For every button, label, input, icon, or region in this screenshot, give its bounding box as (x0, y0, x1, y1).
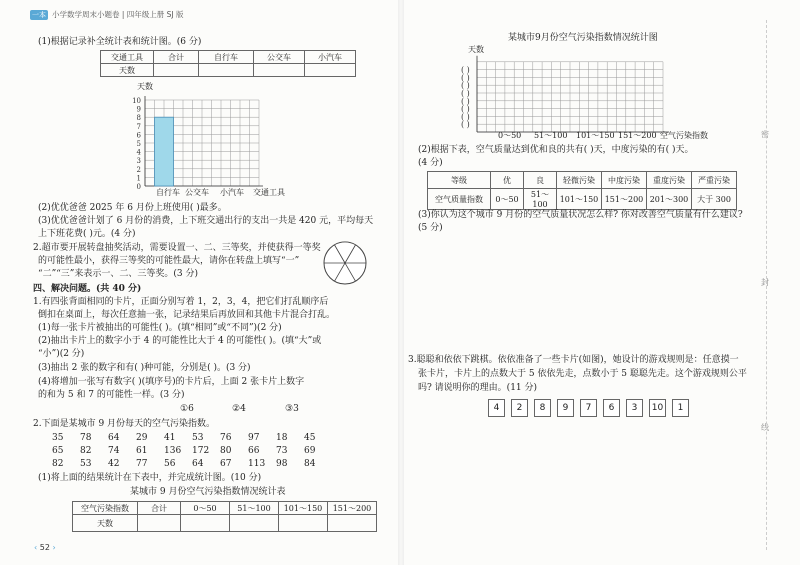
problem-1f: (3)抽出 2 张的数字和有( )种可能，分别是( )。(3 分) (38, 363, 251, 373)
number-card[interactable]: 3 (626, 399, 643, 417)
row-label: 天数 (101, 64, 154, 77)
y-tick-blank: ( ) (461, 65, 470, 75)
bar-chart (125, 90, 275, 200)
problem-1b: 倒扣在桌面上，每次任意抽一张，记录结果后再放回和其他卡片混合打乱。 (38, 310, 336, 320)
aqi-th-4: 101～150 (279, 502, 328, 515)
aqi-chart (455, 52, 670, 137)
aqi-th-2: 0～50 (181, 502, 230, 515)
y-tick-blank: ( ) (461, 81, 470, 91)
aqi-value: 64 (108, 433, 120, 443)
y-tick-blank: ( ) (461, 104, 470, 114)
header-grade: 四年级上册 SJ 版 (126, 10, 184, 19)
bar-chart-ylabel: 天数 (137, 82, 153, 91)
aqi-cell[interactable] (230, 515, 279, 532)
aqi-chart-title: 某城市9月份空气污染指数情况统计图 (508, 33, 658, 43)
problem-2a: 2.下面是某城市 9 月份每天的空气污染指数。 (33, 419, 216, 429)
right-q2b: (4 分) (418, 158, 443, 168)
aqi-value: 82 (80, 446, 92, 456)
prev-arrow-icon: ‹ (34, 543, 38, 552)
aqi-value: 53 (192, 433, 204, 443)
margin-seal-1: 密 (761, 130, 769, 139)
th-2: 自行车 (199, 51, 254, 64)
right-q2a: (2)根据下表，空气质量达到优和良的共有( )天，中度污染的有( )天。 (418, 145, 694, 155)
y-tick-label: 5 (136, 140, 141, 148)
aqi-th-1: 合计 (138, 502, 181, 515)
y-tick-label: 10 (132, 97, 141, 105)
option-2: ②4 (232, 404, 246, 414)
option-1: ①6 (180, 404, 194, 414)
y-tick-blank: ( ) (461, 89, 470, 98)
aqi-xtick-0: 0～50 (498, 131, 522, 140)
aqi-value: 42 (108, 459, 120, 469)
section-4-title: 四、解决问题。(共 40 分) (33, 284, 142, 294)
number-card[interactable]: 10 (649, 399, 666, 417)
aqi-th-5: 151～200 (328, 502, 377, 515)
question-2c: “二”“三”来表示一、二、三等奖。(3 分) (38, 269, 199, 279)
problem-1g: (4)将增加一张写有数字( )(填序号)的卡片后，上面 2 张卡片上数字 (38, 377, 305, 387)
option-3: ③3 (285, 404, 299, 414)
cell-car[interactable] (305, 64, 356, 77)
aqi-cell[interactable] (328, 515, 377, 532)
aqi-value: 18 (276, 433, 288, 443)
y-tick-label: 0 (136, 183, 141, 191)
seal-line (766, 20, 767, 550)
bar-自行车 (155, 117, 174, 186)
grade-th: 良 (524, 172, 557, 189)
problem-3a: 3.聪聪和依依下跳棋。依依准备了一些卡片(如图)，她设计的游戏规则是：任意摸一 (408, 355, 739, 365)
aqi-value: 84 (304, 459, 316, 469)
aqi-value: 78 (80, 433, 92, 443)
transport-table (100, 50, 356, 77)
grade-td: 201～300 (647, 189, 692, 210)
aqi-value: 73 (276, 446, 288, 456)
grade-th: 优 (491, 172, 524, 189)
aqi-value: 65 (52, 446, 64, 456)
bar-chart-xtick-2: 小汽车 (220, 188, 244, 197)
aqi-value: 29 (136, 433, 148, 443)
page-number-text: 52 (39, 543, 50, 552)
y-tick-blank: ( ) (461, 120, 470, 130)
aqi-value: 80 (220, 446, 232, 456)
aqi-value: 98 (276, 459, 288, 469)
grade-td: 0～50 (491, 189, 524, 210)
problem-2b: (1)将上面的结果统计在下表中，并完成统计图。(10 分) (38, 473, 262, 483)
aqi-cell[interactable] (279, 515, 328, 532)
aqi-table-title: 某城市 9 月份空气污染指数情况统计表 (130, 487, 286, 497)
th-1: 合计 (154, 51, 199, 64)
y-tick-label: 6 (136, 131, 141, 140)
grade-th: 中度污染 (602, 172, 647, 189)
margin-seal-2: 封 (761, 278, 769, 287)
right-q3a: (3)你认为这个城市 9 月份的空气质量状况怎么样? 你对改善空气质量有什么建议? (418, 210, 743, 220)
aqi-row-label: 天数 (73, 515, 138, 532)
aqi-value: 76 (220, 433, 232, 443)
aqi-cell[interactable] (138, 515, 181, 532)
aqi-th-3: 51～100 (230, 502, 279, 515)
question-1-1: (1)根据记录补全统计表和统计图。(6 分) (38, 37, 202, 47)
th-3: 公交车 (254, 51, 305, 64)
problem-3c: 吗? 请说明你的理由。(11 分) (418, 383, 538, 393)
aqi-xlabel: 空气污染指数 (660, 131, 708, 140)
problem-1c: (1)每一张卡片被抽出的可能性( )。(填“相同”或“不同”)(2 分) (38, 323, 282, 333)
aqi-cell[interactable] (181, 515, 230, 532)
aqi-value: 56 (164, 459, 176, 469)
aqi-xtick-2: 101～150 (576, 131, 615, 140)
question-2b: 的可能性最小，获得三等奖的可能性最大，请你在转盘上填写“一” (38, 256, 300, 266)
header-title-text: 小学数学周末小题卷 (52, 10, 120, 19)
grade-th: 轻微污染 (557, 172, 602, 189)
aqi-value: 172 (192, 446, 210, 456)
number-card[interactable]: 7 (580, 399, 597, 417)
aqi-value: 136 (164, 446, 182, 456)
page-fold (398, 0, 404, 565)
header-title: 小学数学周末小题卷 | 四年级上册 SJ 版 (52, 10, 184, 19)
grade-th: 重度污染 (647, 172, 692, 189)
grade-td: 大于 300 (692, 189, 737, 210)
number-card[interactable]: 8 (534, 399, 551, 417)
aqi-xtick-3: 151～200 (618, 131, 657, 140)
th-0: 交通工具 (101, 51, 154, 64)
aqi-value: 67 (220, 459, 232, 469)
next-arrow-icon: › (52, 543, 56, 552)
aqi-value: 64 (192, 459, 204, 469)
y-tick-label: 4 (136, 148, 141, 157)
grade-td: 151～200 (602, 189, 647, 210)
aqi-value: 113 (248, 459, 266, 469)
number-card[interactable]: 1 (672, 399, 689, 417)
bar-chart-xtick-0: 自行车 (156, 188, 180, 197)
y-tick-label: 1 (136, 174, 141, 183)
aqi-th-0: 空气污染指数 (73, 502, 138, 515)
aqi-value: 97 (248, 433, 260, 443)
grade-td: 51～100 (524, 189, 557, 210)
th-4: 小汽车 (305, 51, 356, 64)
cell-bike[interactable] (199, 64, 254, 77)
series-badge: 一本 (32, 11, 46, 19)
question-1-3a: (3)优优爸爸计划了 6 月份的消费，上下班交通出行的支出一共是 420 元，平均每天 (38, 216, 374, 226)
question-1-2: (2)优优爸爸 2025 年 6 月份上班使用( )最多。 (38, 203, 227, 213)
number-card[interactable]: 6 (603, 399, 620, 417)
y-tick-label: 8 (136, 114, 141, 123)
number-card[interactable]: 2 (511, 399, 528, 417)
aqi-value: 53 (80, 459, 92, 469)
aqi-value: 66 (248, 446, 260, 456)
y-tick-label: 3 (136, 157, 141, 166)
aqi-value: 82 (52, 459, 64, 469)
y-tick-label: 2 (136, 165, 141, 174)
aqi-value: 77 (136, 459, 148, 469)
aqi-value: 35 (52, 433, 64, 443)
aqi-chart-ylabel: 天数 (468, 45, 484, 54)
bar-chart-xlabel: 交通工具 (253, 188, 285, 197)
cell-bus[interactable] (254, 64, 305, 77)
number-card[interactable]: 9 (557, 399, 574, 417)
y-tick-blank: ( ) (461, 112, 470, 122)
cell-total[interactable] (154, 64, 199, 77)
y-tick-label: 9 (136, 105, 141, 114)
number-card[interactable]: 4 (488, 399, 505, 417)
grade-td: 空气质量指数 (428, 189, 491, 210)
y-tick-blank: ( ) (461, 73, 470, 83)
margin-seal-3: 线 (761, 423, 769, 432)
y-tick-label: 7 (136, 122, 141, 131)
question-1-3b: 上下班花费( )元。(4 分) (38, 229, 136, 239)
y-tick-blank: ( ) (461, 96, 470, 106)
air-quality-grade-table (427, 171, 737, 210)
aqi-value: 61 (136, 446, 148, 456)
aqi-value: 74 (108, 446, 120, 456)
grade-th: 等级 (428, 172, 491, 189)
aqi-value: 45 (304, 433, 316, 443)
lottery-spinner[interactable] (322, 240, 368, 286)
aqi-value: 69 (304, 446, 316, 456)
aqi-table (72, 501, 377, 532)
problem-1h: 的和为 5 和 7 的可能性一样。(3 分) (38, 390, 185, 400)
problem-3b: 张卡片，卡片上的点数大于 5 依依先走，点数小于 5 聪聪先走。这个游戏规则公平 (418, 369, 747, 379)
aqi-value: 41 (164, 433, 176, 443)
grade-td: 101～150 (557, 189, 602, 210)
problem-1e: “小”)(2 分) (38, 349, 85, 359)
problem-1d: (2)抽出卡片上的数字小于 4 的可能性比大于 4 的可能性( )。(填“大”或 (38, 336, 322, 346)
page-number (34, 543, 56, 553)
right-q3b: (5 分) (418, 223, 443, 233)
bar-chart-xtick-1: 公交车 (185, 188, 209, 197)
question-2a: 2.超市要开展转盘抽奖活动，需要设置一、二、三等奖，并使获得一等奖 (33, 243, 321, 253)
aqi-xtick-1: 51～100 (534, 131, 568, 140)
grade-th: 严重污染 (692, 172, 737, 189)
problem-1a: 1.有四张背面相同的卡片，正面分别写着 1，2，3，4，把它们打乱顺序后 (33, 297, 329, 307)
